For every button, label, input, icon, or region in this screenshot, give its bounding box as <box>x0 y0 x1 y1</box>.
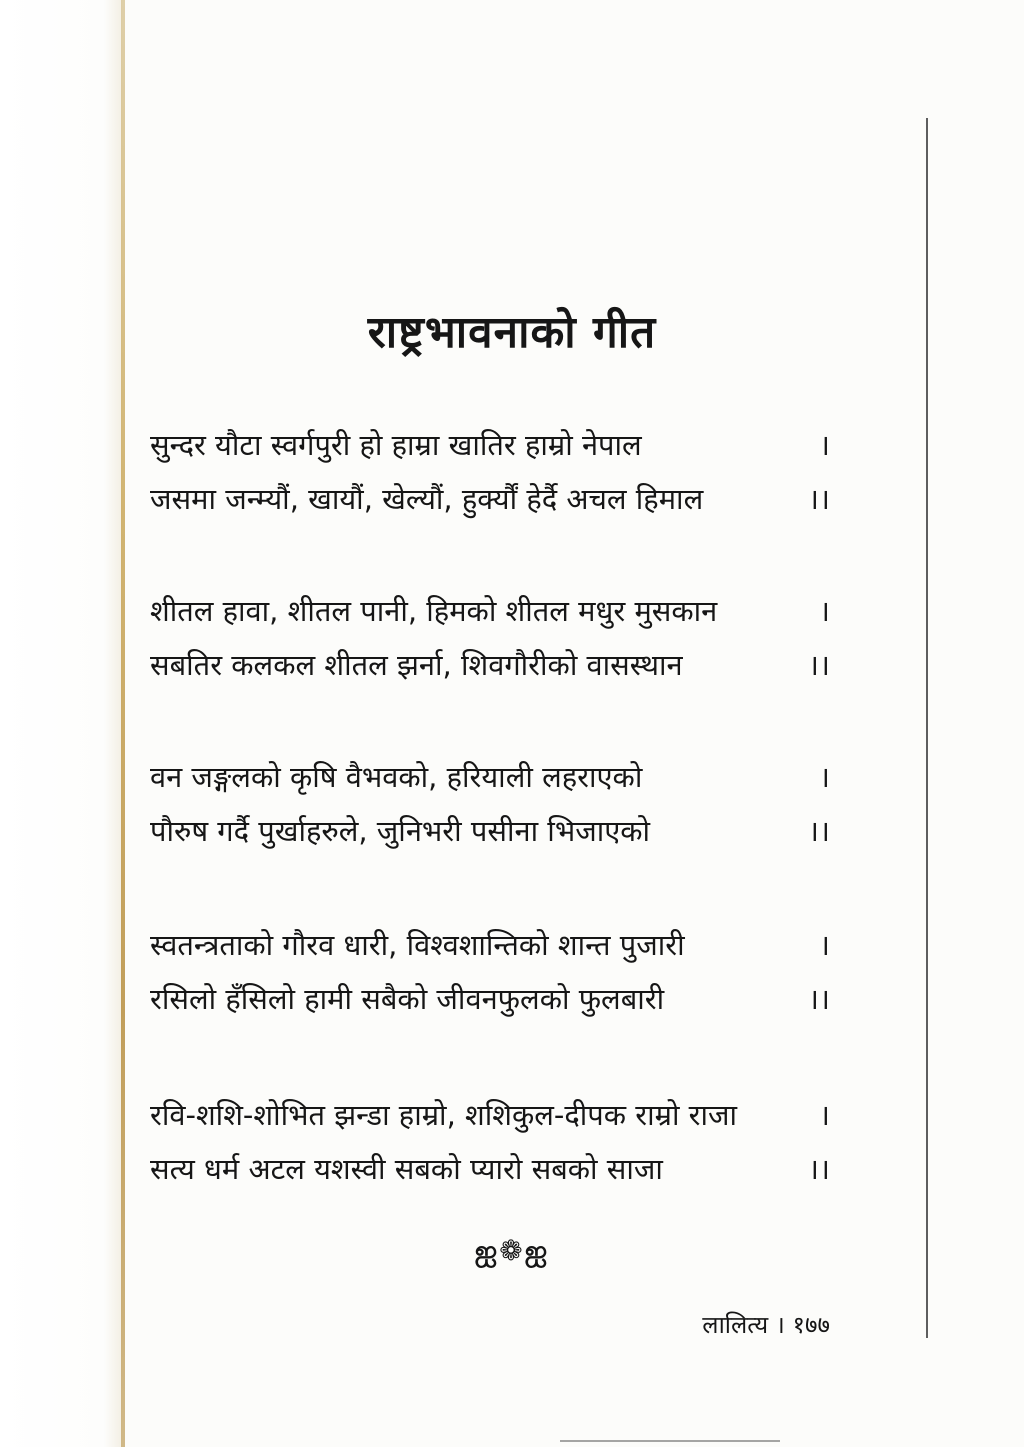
poem-line <box>150 1142 830 1196</box>
double-danda-mark: ।। <box>808 648 830 682</box>
poem-line <box>150 418 830 472</box>
ornament-divider: ஐ❁ஐ <box>474 1234 550 1267</box>
line-text: रसिलो हँसिलो हामी सबैको जीवनफुलको फुलबारी <box>150 982 665 1016</box>
page-footer <box>620 1308 830 1341</box>
poem-title: राष्ट्रभावनाको गीत <box>367 307 657 358</box>
poem-line <box>150 972 830 1026</box>
page-left-margin <box>0 0 122 1447</box>
stanza-3 <box>150 750 830 858</box>
poem-line <box>150 638 830 692</box>
stanza-2 <box>150 584 830 692</box>
line-text: वन जङ्गलको कृषि वैभवको, हरियाली लहराएको <box>150 760 643 794</box>
stanza-5 <box>150 1088 830 1196</box>
danda-mark: । <box>819 428 830 462</box>
danda-mark: । <box>819 928 830 962</box>
double-danda-mark: ।। <box>808 482 830 516</box>
footer-separator: । <box>775 1311 785 1339</box>
line-text: सत्य धर्म अटल यशस्वी सबको प्यारो सबको साजा <box>150 1152 663 1186</box>
line-text: सुन्दर यौटा स्वर्गपुरी हो हाम्रा खातिर हाम्रो नेपाल <box>150 428 642 462</box>
book-title: लालित्य <box>702 1311 769 1339</box>
danda-mark: । <box>819 1098 830 1132</box>
poem-line <box>150 918 830 972</box>
stanza-4 <box>150 918 830 1026</box>
line-text: पौरुष गर्दै पुर्खाहरुले, जुनिभरी पसीना भिजाएको <box>150 814 651 848</box>
stanza-1 <box>150 418 830 526</box>
double-danda-mark: ।। <box>808 982 830 1016</box>
line-text: सबतिर कलकल शीतल झर्ना, शिवगौरीको वासस्थान <box>150 648 683 682</box>
page-bottom-edge <box>560 1440 780 1442</box>
poem-line <box>150 804 830 858</box>
line-text: जसमा जन्म्यौं, खायौं, खेल्यौं, हुर्क्यौं हेर्दै अचल हिमाल <box>150 482 704 516</box>
double-danda-mark: ।। <box>808 1152 830 1186</box>
page-number: १७७ <box>792 1311 830 1339</box>
binding-edge <box>121 0 125 1447</box>
poem-line <box>150 472 830 526</box>
double-danda-mark: ।। <box>808 814 830 848</box>
danda-mark: । <box>819 594 830 628</box>
poem-line <box>150 1088 830 1142</box>
line-text: स्वतन्त्रताको गौरव धारी, विश्वशान्तिको शान्त पुजारी <box>150 928 685 962</box>
line-text: शीतल हावा, शीतल पानी, हिमको शीतल मधुर मुसकान <box>150 594 718 628</box>
line-text: रवि-शशि-शोभित झन्डा हाम्रो, शशिकुल-दीपक राम्रो राजा <box>150 1098 738 1132</box>
poem-line <box>150 750 830 804</box>
poem-line <box>150 584 830 638</box>
danda-mark: । <box>819 760 830 794</box>
